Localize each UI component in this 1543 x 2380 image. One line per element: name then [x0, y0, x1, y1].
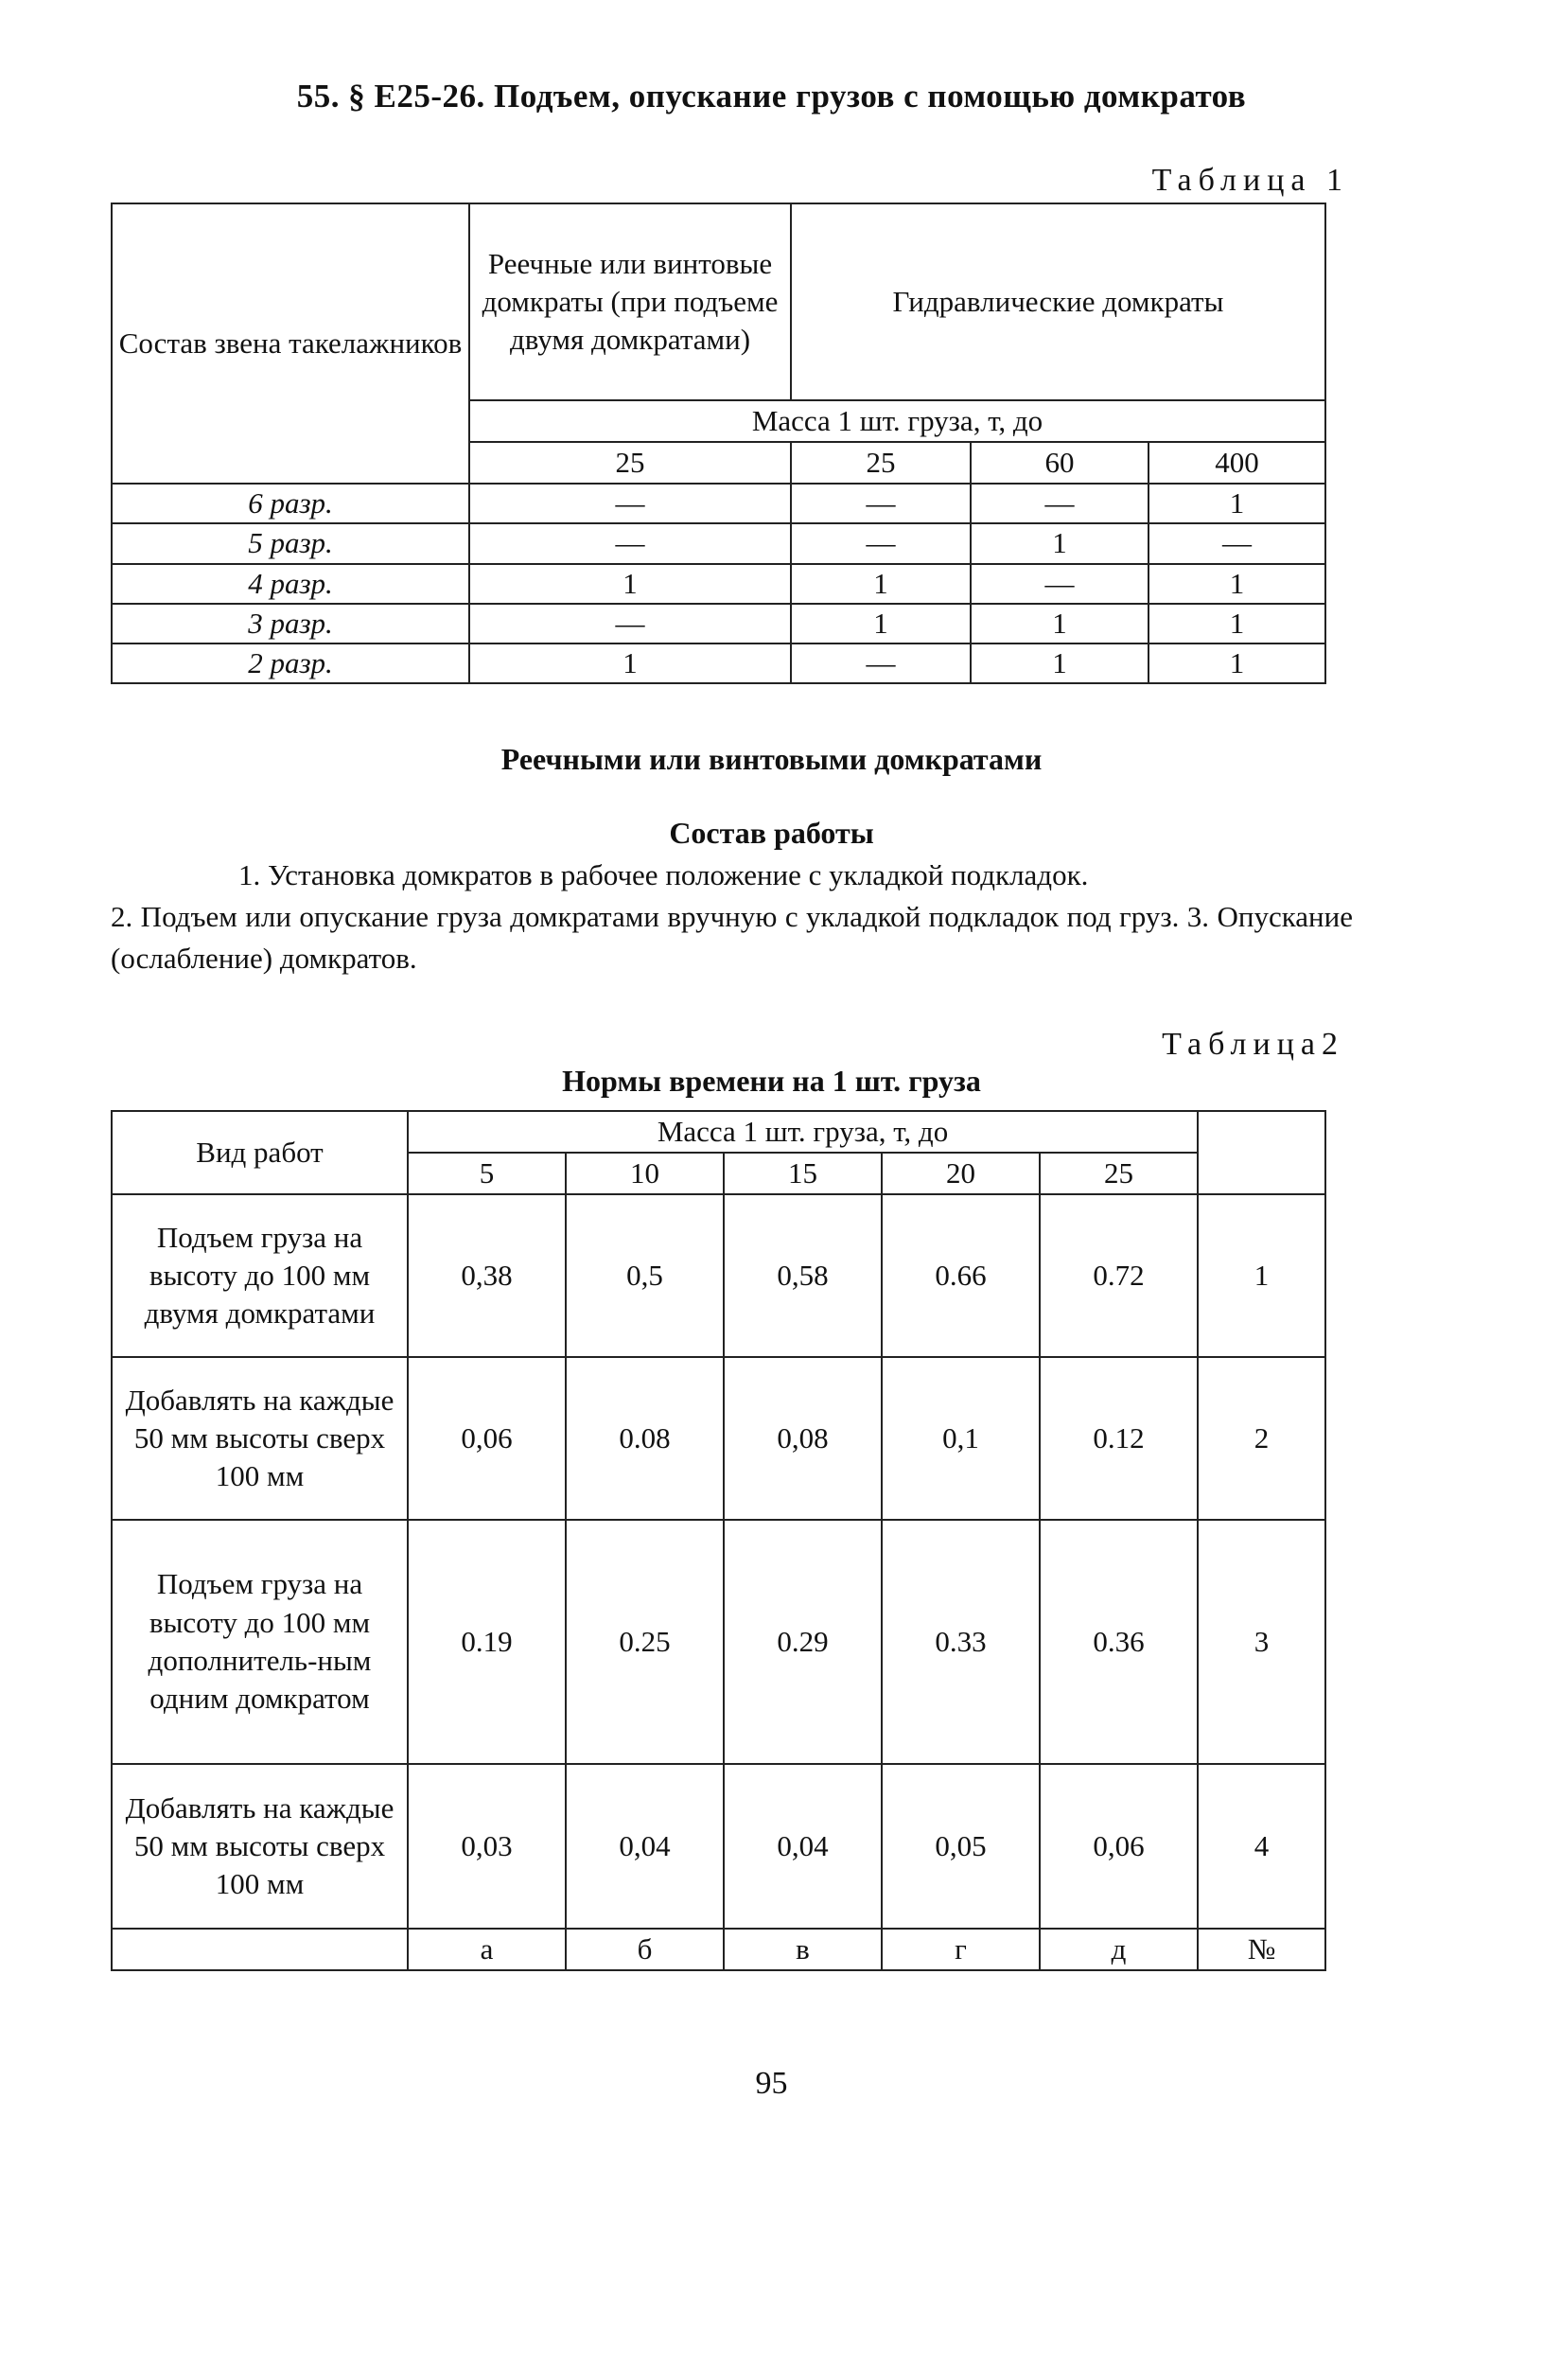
row-number: 4: [1198, 1764, 1325, 1929]
number-sign: №: [1198, 1929, 1325, 1970]
time-value: 0,06: [1040, 1764, 1198, 1929]
crew-count: —: [791, 643, 971, 683]
mass-value: 60: [971, 442, 1148, 484]
column-letter: в: [724, 1929, 882, 1970]
crew-count: 1: [791, 604, 971, 643]
mass-value: 400: [1148, 442, 1325, 484]
table-row: [112, 564, 1325, 604]
time-value: 0.12: [1040, 1357, 1198, 1520]
hydraulic-jack-header: Гидравлические домкраты: [791, 203, 1325, 400]
time-value: 0.33: [882, 1520, 1040, 1764]
rank-label: 6 разр.: [112, 484, 469, 523]
work-step-1: 1. Установка домкратов в рабочее положение с укладкой подкладок.: [238, 858, 1089, 891]
table-row: [112, 604, 1325, 643]
table-row: [112, 484, 1325, 523]
crew-count: —: [469, 523, 791, 563]
time-value: 0,03: [408, 1764, 566, 1929]
work-type-header: Вид работ: [112, 1111, 408, 1194]
rack-jack-header: Реечные или винтовые домкраты (при подъеме двумя домкратами): [469, 203, 791, 400]
mass-value: 25: [469, 442, 791, 484]
table-footer-row: [112, 1929, 1325, 1970]
column-letter: д: [1040, 1929, 1198, 1970]
work-description: Добавлять на каждые 50 мм высоты сверх 100 мм: [112, 1764, 408, 1929]
time-value: 0.08: [566, 1357, 724, 1520]
work-description: Подъем груза на высоту до 100 мм дополнитель-ным одним домкратом: [112, 1520, 408, 1764]
crew-count: 1: [791, 564, 971, 604]
time-norms-table: [111, 1110, 1326, 1971]
mass-caption: Масса 1 шт. груза, т, до: [408, 1111, 1198, 1153]
mass-value: 25: [1040, 1153, 1198, 1194]
time-value: 0.19: [408, 1520, 566, 1764]
work-description: Подъем груза на высоту до 100 мм двумя домкратами: [112, 1194, 408, 1357]
time-value: 0.36: [1040, 1520, 1198, 1764]
crew-count: 1: [1148, 643, 1325, 683]
row-number: 3: [1198, 1520, 1325, 1764]
row-number: 2: [1198, 1357, 1325, 1520]
crew-count: —: [469, 484, 791, 523]
crew-count: 1: [971, 643, 1148, 683]
table1-label: Таблица 1: [1151, 163, 1349, 198]
time-value: 0,08: [724, 1357, 882, 1520]
time-value: 0.66: [882, 1194, 1040, 1357]
crew-count: 1: [971, 523, 1148, 563]
time-value: 0,58: [724, 1194, 882, 1357]
crew-count: —: [971, 484, 1148, 523]
mass-caption: Масса 1 шт. груза, т, до: [469, 400, 1325, 442]
table2-title: Нормы времени на 1 шт. груза: [562, 1064, 981, 1098]
work-description: Добавлять на каждые 50 мм высоты сверх 100 мм: [112, 1357, 408, 1520]
time-value: 0,1: [882, 1357, 1040, 1520]
time-value: 0,04: [724, 1764, 882, 1929]
time-value: 0,38: [408, 1194, 566, 1357]
time-value: 0.72: [1040, 1194, 1198, 1357]
row-number-header: [1198, 1111, 1325, 1194]
crew-count: 1: [1148, 604, 1325, 643]
work-composition-text: [111, 855, 1353, 979]
crew-count: —: [791, 484, 971, 523]
crew-composition-table: [111, 203, 1326, 684]
section-heading: 55. § Е25-26. Подъем, опускание грузов с помощью домкратов: [296, 78, 1247, 115]
rank-label: 3 разр.: [112, 604, 469, 643]
mass-value: 5: [408, 1153, 566, 1194]
mass-value: 20: [882, 1153, 1040, 1194]
crew-count: —: [791, 523, 971, 563]
crew-count: 1: [1148, 484, 1325, 523]
footer-empty-cell: [112, 1929, 408, 1970]
crew-count: 1: [971, 604, 1148, 643]
column-letter: г: [882, 1929, 1040, 1970]
crew-count: 1: [469, 564, 791, 604]
crew-count: —: [469, 604, 791, 643]
rank-label: 4 разр.: [112, 564, 469, 604]
crew-count: —: [971, 564, 1148, 604]
table-row: [112, 523, 1325, 563]
subheading: Реечными или винтовыми домкратами: [500, 742, 1043, 776]
row-number: 1: [1198, 1194, 1325, 1357]
work-steps-2-3: 2. Подъем или опускание груза домкратами вручную с укладкой подкладок под груз. 3. Опускание (ослабление) домкратов.: [111, 900, 1353, 976]
table-row: [112, 643, 1325, 683]
crew-column-header: Состав звена такелажников: [112, 203, 469, 484]
page-number: 95: [755, 2066, 788, 2101]
column-letter: а: [408, 1929, 566, 1970]
column-letter: б: [566, 1929, 724, 1970]
time-value: 0,5: [566, 1194, 724, 1357]
time-value: 0,06: [408, 1357, 566, 1520]
time-value: 0.25: [566, 1520, 724, 1764]
work-composition-title: Состав работы: [669, 816, 874, 850]
time-value: 0,04: [566, 1764, 724, 1929]
crew-count: 1: [1148, 564, 1325, 604]
crew-count: —: [1148, 523, 1325, 563]
table-row: [112, 1764, 1325, 1929]
rank-label: 2 разр.: [112, 643, 469, 683]
table-row: [112, 1520, 1325, 1764]
table-row: [112, 1194, 1325, 1357]
time-value: 0,05: [882, 1764, 1040, 1929]
table2-label: Таблица2: [1162, 1027, 1344, 1062]
crew-count: 1: [469, 643, 791, 683]
mass-value: 15: [724, 1153, 882, 1194]
time-value: 0.29: [724, 1520, 882, 1764]
rank-label: 5 разр.: [112, 523, 469, 563]
mass-value: 10: [566, 1153, 724, 1194]
table-row: [112, 1357, 1325, 1520]
mass-value: 25: [791, 442, 971, 484]
